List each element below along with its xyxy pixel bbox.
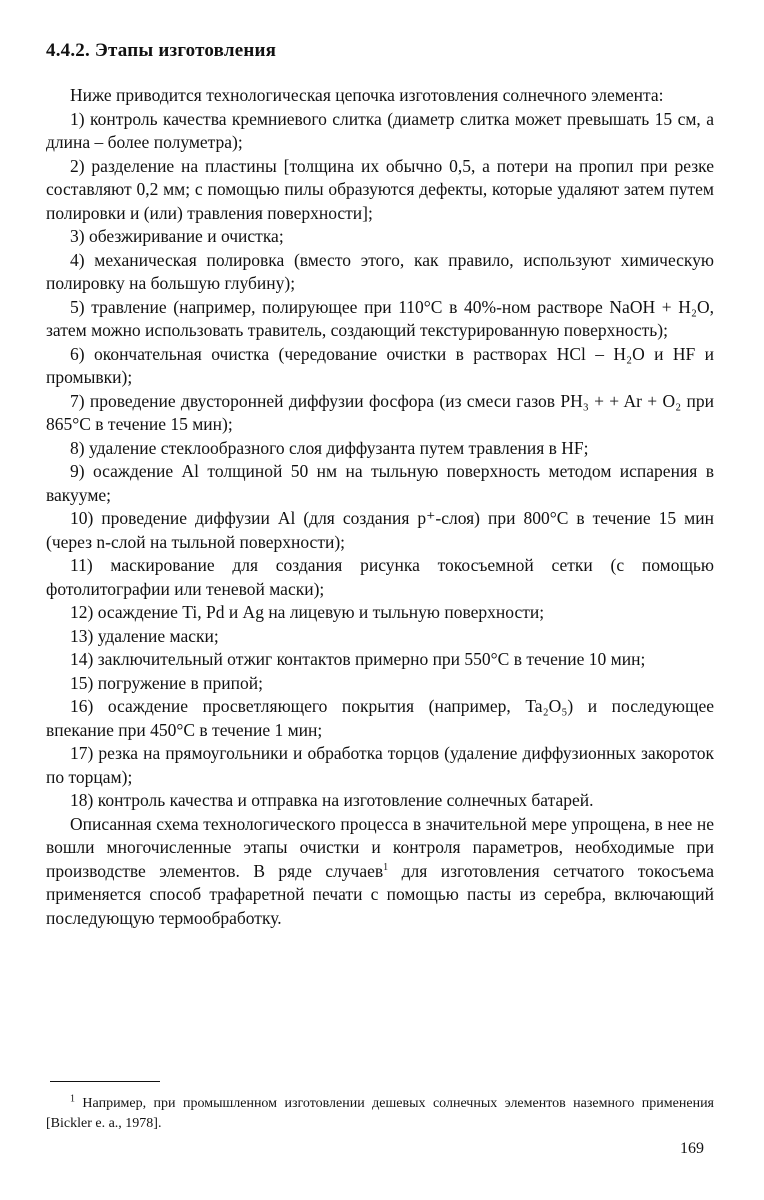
step-item: 18) контроль качества и отправка на изготовление солнечных батарей. xyxy=(70,790,594,810)
steps-list xyxy=(46,108,714,813)
intro-paragraph: Ниже приводится технологическая цепочка изготовления солнечного элемента: xyxy=(70,85,664,105)
step-item: 15) погружение в припой; xyxy=(70,672,263,693)
step-item: 14) заключительный отжиг контактов примерно при 550°С в течение 10 мин; xyxy=(70,649,646,669)
footnote-divider xyxy=(50,1081,160,1082)
step-item: 7) проведение двусторонней диффузии фосфора (из смеси газов PH₃ + + Ar + O₂ при 865°С в течение 15 мин); xyxy=(46,390,714,434)
step-item: 11) маскирование для создания рисунка токосъемной сетки (с помощью фотолитографии или теневой маски); xyxy=(46,555,714,599)
step-item: 5) травление (например, полирующее при 110°С в 40%-ном растворе NaOH + H₂O, затем можно использовать травитель, создающий текстурированную поверхность); xyxy=(46,296,714,340)
step-item: 2) разделение на пластины [толщина их обычно 0,5, а потери на пропил при резке составляют 0,2 мм; с помощью пилы образуются дефекты, которые удаляют затем путем полировки и (или) травления поверхности]; xyxy=(46,155,714,223)
closing-text-end: для изготовления сетчатого токосъема применяется способ трафаретной печати с помощью пасты из серебра, включающий последующую термообработку. xyxy=(46,860,714,928)
step-item: 3) обезжиривание и очистка; xyxy=(70,226,284,246)
section-title: 4.4.2. Этапы изготовления xyxy=(46,40,277,61)
step-item: 1) контроль качества кремниевого слитка (диаметр слитка может превышать 15 см, а длина – более полуметра); xyxy=(46,108,714,152)
step-item: 13) удаление маски; xyxy=(70,625,219,646)
step-item: 12) осаждение Ti, Pd и Ag на лицевую и тыльную поверхности; xyxy=(70,602,545,622)
closing-paragraph xyxy=(46,813,714,931)
footnote-text: Например, при промышленном изготовлении дешевых солнечных элементов наземного применения [Bickler e. a., 1978]. xyxy=(46,1096,714,1131)
step-item: 6) окончательная очистка (чередование очистки в растворах HCl – H₂O и HF и промывки); xyxy=(46,343,714,387)
step-item: 16) осаждение просветляющего покрытия (например, Ta₂O₅) и последующее впекание при 450°С в течение 1 мин; xyxy=(46,696,714,740)
page-body xyxy=(46,40,714,930)
step-item: 10) проведение диффузии Al (для создания p⁺-слоя) при 800°С в течение 15 мин (через n-слой на тыльной поверхности); xyxy=(46,508,714,552)
page-number: 169 xyxy=(680,1140,704,1157)
closing-text-start: Описанная схема технологического процесса в значительной мере упрощена, в нее не вошли многочисленные этапы очистки и контроля параметров, необходимые при производстве элементов. В ряде случаев xyxy=(46,813,714,881)
footnote-mark: 1 xyxy=(70,1093,75,1105)
step-item: 17) резка на прямоугольники и обработка торцов (удаление диффузионных закороток по торцам); xyxy=(46,743,714,787)
footnote-ref[interactable]: 1 xyxy=(383,861,389,873)
step-item: 4) механическая полировка (вместо этого, как правило, используют химическую полировку на большую глубину); xyxy=(46,249,714,293)
step-item: 9) осаждение Al толщиной 50 нм на тыльную поверхность методом испарения в вакууме; xyxy=(46,461,714,505)
footnote xyxy=(46,1094,714,1134)
step-item: 8) удаление стеклообразного слоя диффузанта путем травления в HF; xyxy=(70,437,589,458)
